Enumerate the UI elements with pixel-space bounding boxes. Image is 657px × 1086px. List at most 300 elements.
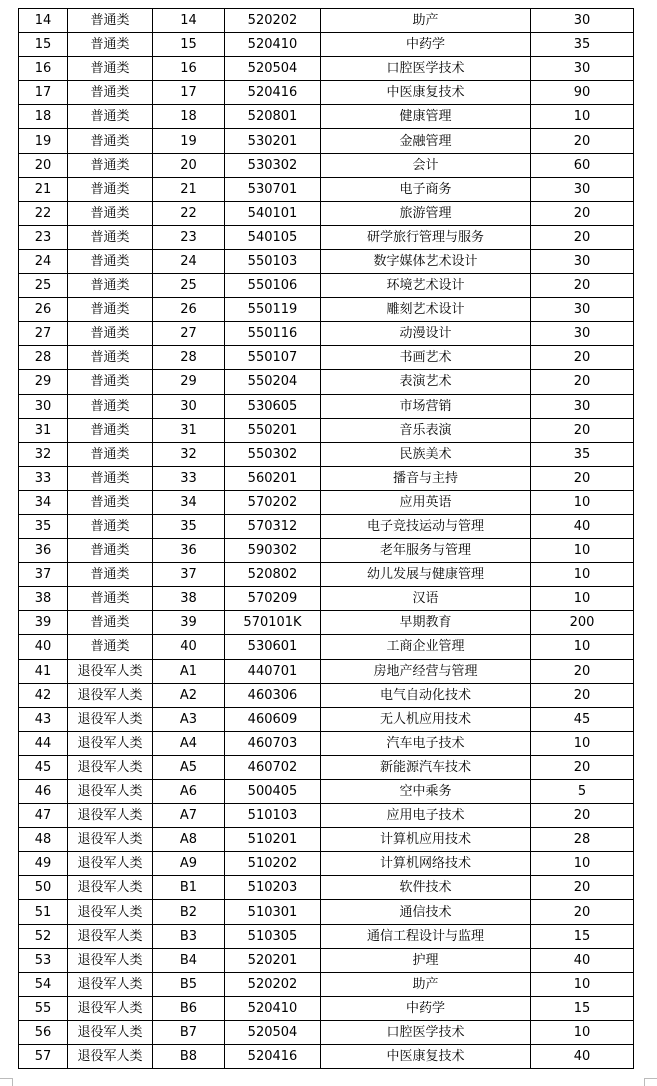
quota-cell: 20 [531,418,634,442]
code-cell: 34 [153,490,225,514]
major-code-cell: 590302 [225,539,321,563]
quota-cell: 35 [531,442,634,466]
major-name-cell: 中药学 [321,33,531,57]
quota-cell: 10 [531,852,634,876]
major-code-cell: 550201 [225,418,321,442]
category-cell: 普通类 [68,33,153,57]
major-name-cell: 健康管理 [321,105,531,129]
code-cell: 33 [153,466,225,490]
major-code-cell: 520504 [225,1020,321,1044]
code-cell: 23 [153,225,225,249]
major-code-cell: 500405 [225,780,321,804]
major-name-cell: 播音与主持 [321,466,531,490]
quota-cell: 200 [531,611,634,635]
category-cell: 普通类 [68,394,153,418]
table-row [19,683,634,707]
category-cell: 退役军人类 [68,707,153,731]
major-name-cell: 电子竞技运动与管理 [321,514,531,538]
major-code-cell: 570312 [225,514,321,538]
quota-cell: 30 [531,57,634,81]
quota-cell: 20 [531,129,634,153]
code-cell: 21 [153,177,225,201]
row-number-cell: 36 [19,539,68,563]
table-row [19,249,634,273]
category-cell: 退役军人类 [68,755,153,779]
major-name-cell: 计算机网络技术 [321,852,531,876]
category-cell: 退役军人类 [68,900,153,924]
row-number-cell: 48 [19,828,68,852]
category-cell: 普通类 [68,201,153,225]
quota-cell: 20 [531,274,634,298]
major-code-cell: 460306 [225,683,321,707]
code-cell: 35 [153,514,225,538]
category-cell: 普通类 [68,57,153,81]
quota-cell: 28 [531,828,634,852]
quota-cell: 15 [531,924,634,948]
code-cell: A7 [153,804,225,828]
table-row [19,900,634,924]
quota-cell: 30 [531,298,634,322]
major-name-cell: 汉语 [321,587,531,611]
code-cell: 38 [153,587,225,611]
quota-cell: 35 [531,33,634,57]
table-row [19,201,634,225]
major-name-cell: 电子商务 [321,177,531,201]
major-name-cell: 护理 [321,948,531,972]
row-number-cell: 56 [19,1020,68,1044]
table-row [19,587,634,611]
category-cell: 退役军人类 [68,948,153,972]
code-cell: B7 [153,1020,225,1044]
quota-cell: 20 [531,466,634,490]
table-row [19,1020,634,1044]
row-number-cell: 49 [19,852,68,876]
major-code-cell: 510201 [225,828,321,852]
row-number-cell: 27 [19,322,68,346]
row-number-cell: 16 [19,57,68,81]
row-number-cell: 30 [19,394,68,418]
category-cell: 普通类 [68,153,153,177]
category-cell: 普通类 [68,563,153,587]
quota-cell: 30 [531,249,634,273]
major-code-cell: 520201 [225,948,321,972]
table-row [19,707,634,731]
table-row [19,33,634,57]
code-cell: 27 [153,322,225,346]
code-cell: 26 [153,298,225,322]
quota-cell: 20 [531,900,634,924]
code-cell: 39 [153,611,225,635]
table-row [19,1045,634,1069]
quota-cell: 20 [531,201,634,225]
row-number-cell: 42 [19,683,68,707]
code-cell: B1 [153,876,225,900]
row-number-cell: 22 [19,201,68,225]
row-number-cell: 26 [19,298,68,322]
major-code-cell: 550106 [225,274,321,298]
table-row [19,370,634,394]
row-number-cell: 28 [19,346,68,370]
category-cell: 普通类 [68,490,153,514]
table-row [19,514,634,538]
quota-cell: 20 [531,876,634,900]
row-number-cell: 47 [19,804,68,828]
code-cell: B2 [153,900,225,924]
quota-cell: 30 [531,322,634,346]
category-cell: 退役军人类 [68,924,153,948]
category-cell: 退役军人类 [68,828,153,852]
row-number-cell: 46 [19,780,68,804]
row-number-cell: 37 [19,563,68,587]
quota-cell: 10 [531,587,634,611]
major-name-cell: 新能源汽车技术 [321,755,531,779]
quota-cell: 10 [531,563,634,587]
major-name-cell: 旅游管理 [321,201,531,225]
major-name-cell: 中医康复技术 [321,1045,531,1069]
major-code-cell: 440701 [225,659,321,683]
row-number-cell: 32 [19,442,68,466]
category-cell: 退役军人类 [68,683,153,707]
table-row [19,274,634,298]
quota-cell: 5 [531,780,634,804]
major-name-cell: 空中乘务 [321,780,531,804]
category-cell: 普通类 [68,442,153,466]
row-number-cell: 25 [19,274,68,298]
category-cell: 普通类 [68,274,153,298]
major-code-cell: 520410 [225,996,321,1020]
table-row [19,322,634,346]
code-cell: A5 [153,755,225,779]
major-name-cell: 计算机应用技术 [321,828,531,852]
major-name-cell: 通信技术 [321,900,531,924]
enrollment-plan-table [18,8,634,1069]
quota-cell: 10 [531,635,634,659]
quota-cell: 20 [531,683,634,707]
quota-cell: 10 [531,490,634,514]
major-name-cell: 应用电子技术 [321,804,531,828]
quota-cell: 10 [531,972,634,996]
major-code-cell: 460609 [225,707,321,731]
code-cell: B6 [153,996,225,1020]
category-cell: 退役军人类 [68,876,153,900]
code-cell: B4 [153,948,225,972]
table-row [19,81,634,105]
row-number-cell: 31 [19,418,68,442]
category-cell: 普通类 [68,129,153,153]
row-number-cell: 14 [19,9,68,33]
code-cell: 18 [153,105,225,129]
major-code-cell: 510202 [225,852,321,876]
major-name-cell: 环境艺术设计 [321,274,531,298]
quota-cell: 10 [531,1020,634,1044]
row-number-cell: 38 [19,587,68,611]
major-code-cell: 520202 [225,972,321,996]
code-cell: 20 [153,153,225,177]
code-cell: B5 [153,972,225,996]
major-code-cell: 530201 [225,129,321,153]
table-row [19,876,634,900]
major-name-cell: 助产 [321,9,531,33]
table-row [19,298,634,322]
category-cell: 普通类 [68,9,153,33]
code-cell: A3 [153,707,225,731]
quota-cell: 10 [531,731,634,755]
major-code-cell: 530701 [225,177,321,201]
major-code-cell: 530605 [225,394,321,418]
major-name-cell: 中药学 [321,996,531,1020]
quota-cell: 40 [531,948,634,972]
code-cell: 16 [153,57,225,81]
major-code-cell: 570101K [225,611,321,635]
major-name-cell: 市场营销 [321,394,531,418]
row-number-cell: 40 [19,635,68,659]
major-code-cell: 530302 [225,153,321,177]
major-code-cell: 550204 [225,370,321,394]
quota-cell: 40 [531,1045,634,1069]
code-cell: A9 [153,852,225,876]
table-row [19,635,634,659]
code-cell: 37 [153,563,225,587]
code-cell: A1 [153,659,225,683]
code-cell: 17 [153,81,225,105]
table-row [19,394,634,418]
table-row [19,731,634,755]
category-cell: 普通类 [68,298,153,322]
major-name-cell: 动漫设计 [321,322,531,346]
major-code-cell: 520416 [225,81,321,105]
quota-cell: 10 [531,105,634,129]
row-number-cell: 35 [19,514,68,538]
major-code-cell: 520202 [225,9,321,33]
quota-cell: 20 [531,659,634,683]
major-code-cell: 550107 [225,346,321,370]
row-number-cell: 21 [19,177,68,201]
major-name-cell: 书画艺术 [321,346,531,370]
table-row [19,563,634,587]
row-number-cell: 53 [19,948,68,972]
table-row [19,804,634,828]
major-name-cell: 雕刻艺术设计 [321,298,531,322]
row-number-cell: 29 [19,370,68,394]
row-number-cell: 18 [19,105,68,129]
table-row [19,755,634,779]
category-cell: 退役军人类 [68,780,153,804]
major-name-cell: 软件技术 [321,876,531,900]
row-number-cell: 54 [19,972,68,996]
table-row [19,828,634,852]
major-name-cell: 研学旅行管理与服务 [321,225,531,249]
code-cell: 24 [153,249,225,273]
row-number-cell: 19 [19,129,68,153]
quota-cell: 45 [531,707,634,731]
major-name-cell: 早期教育 [321,611,531,635]
quota-cell: 30 [531,177,634,201]
category-cell: 普通类 [68,611,153,635]
major-code-cell: 540101 [225,201,321,225]
category-cell: 普通类 [68,346,153,370]
major-code-cell: 510103 [225,804,321,828]
table-row [19,972,634,996]
major-code-cell: 520416 [225,1045,321,1069]
major-name-cell: 房地产经营与管理 [321,659,531,683]
table-row [19,129,634,153]
quota-cell: 20 [531,370,634,394]
table-row [19,852,634,876]
major-name-cell: 电气自动化技术 [321,683,531,707]
major-code-cell: 560201 [225,466,321,490]
table-row [19,105,634,129]
major-code-cell: 530601 [225,635,321,659]
major-name-cell: 老年服务与管理 [321,539,531,563]
code-cell: 29 [153,370,225,394]
category-cell: 普通类 [68,81,153,105]
code-cell: 31 [153,418,225,442]
category-cell: 普通类 [68,418,153,442]
major-code-cell: 520504 [225,57,321,81]
major-code-cell: 510305 [225,924,321,948]
code-cell: A4 [153,731,225,755]
major-code-cell: 460702 [225,755,321,779]
row-number-cell: 57 [19,1045,68,1069]
category-cell: 退役军人类 [68,804,153,828]
major-code-cell: 510203 [225,876,321,900]
table-row [19,57,634,81]
major-code-cell: 550302 [225,442,321,466]
category-cell: 普通类 [68,514,153,538]
category-cell: 普通类 [68,249,153,273]
quota-cell: 10 [531,539,634,563]
category-cell: 退役军人类 [68,972,153,996]
table-row [19,780,634,804]
category-cell: 退役军人类 [68,852,153,876]
row-number-cell: 51 [19,900,68,924]
quota-cell: 90 [531,81,634,105]
row-number-cell: 44 [19,731,68,755]
major-name-cell: 会计 [321,153,531,177]
table-row [19,9,634,33]
row-number-cell: 41 [19,659,68,683]
code-cell: 32 [153,442,225,466]
code-cell: 25 [153,274,225,298]
code-cell: A6 [153,780,225,804]
code-cell: 40 [153,635,225,659]
table-row [19,659,634,683]
category-cell: 普通类 [68,177,153,201]
major-name-cell: 应用英语 [321,490,531,514]
row-number-cell: 17 [19,81,68,105]
major-name-cell: 金融管理 [321,129,531,153]
row-number-cell: 43 [19,707,68,731]
category-cell: 普通类 [68,322,153,346]
category-cell: 退役军人类 [68,996,153,1020]
major-code-cell: 570209 [225,587,321,611]
row-number-cell: 33 [19,466,68,490]
major-code-cell: 540105 [225,225,321,249]
major-code-cell: 550119 [225,298,321,322]
major-name-cell: 助产 [321,972,531,996]
code-cell: A2 [153,683,225,707]
table-row [19,418,634,442]
table-row [19,924,634,948]
table-body [19,9,634,1069]
row-number-cell: 34 [19,490,68,514]
quota-cell: 20 [531,755,634,779]
category-cell: 普通类 [68,635,153,659]
quota-cell: 20 [531,225,634,249]
table-row [19,153,634,177]
row-number-cell: 15 [19,33,68,57]
major-name-cell: 表演艺术 [321,370,531,394]
table-row [19,490,634,514]
code-cell: 19 [153,129,225,153]
row-number-cell: 45 [19,755,68,779]
quota-cell: 30 [531,9,634,33]
table-row [19,442,634,466]
table-row [19,346,634,370]
code-cell: B8 [153,1045,225,1069]
category-cell: 普通类 [68,466,153,490]
row-number-cell: 24 [19,249,68,273]
row-number-cell: 52 [19,924,68,948]
major-code-cell: 550103 [225,249,321,273]
category-cell: 普通类 [68,539,153,563]
major-name-cell: 口腔医学技术 [321,1020,531,1044]
major-name-cell: 口腔医学技术 [321,57,531,81]
major-name-cell: 音乐表演 [321,418,531,442]
code-cell: A8 [153,828,225,852]
major-code-cell: 570202 [225,490,321,514]
code-cell: 36 [153,539,225,563]
row-number-cell: 39 [19,611,68,635]
category-cell: 退役军人类 [68,1020,153,1044]
quota-cell: 30 [531,394,634,418]
row-number-cell: 50 [19,876,68,900]
category-cell: 普通类 [68,225,153,249]
major-code-cell: 520802 [225,563,321,587]
quota-cell: 40 [531,514,634,538]
quota-cell: 20 [531,346,634,370]
table-row [19,611,634,635]
category-cell: 普通类 [68,587,153,611]
table-row [19,466,634,490]
table-row [19,225,634,249]
major-name-cell: 幼儿发展与健康管理 [321,563,531,587]
enrollment-table-region [18,8,634,1069]
category-cell: 退役军人类 [68,1045,153,1069]
major-code-cell: 520801 [225,105,321,129]
quota-cell: 15 [531,996,634,1020]
code-cell: 22 [153,201,225,225]
major-code-cell: 510301 [225,900,321,924]
major-name-cell: 无人机应用技术 [321,707,531,731]
major-name-cell: 通信工程设计与监理 [321,924,531,948]
major-name-cell: 工商企业管理 [321,635,531,659]
code-cell: 28 [153,346,225,370]
code-cell: B3 [153,924,225,948]
row-number-cell: 23 [19,225,68,249]
table-row [19,539,634,563]
code-cell: 15 [153,33,225,57]
code-cell: 14 [153,9,225,33]
major-name-cell: 数字媒体艺术设计 [321,249,531,273]
major-code-cell: 550116 [225,322,321,346]
category-cell: 退役军人类 [68,731,153,755]
quota-cell: 20 [531,804,634,828]
category-cell: 普通类 [68,370,153,394]
major-name-cell: 民族美术 [321,442,531,466]
table-row [19,177,634,201]
category-cell: 退役军人类 [68,659,153,683]
